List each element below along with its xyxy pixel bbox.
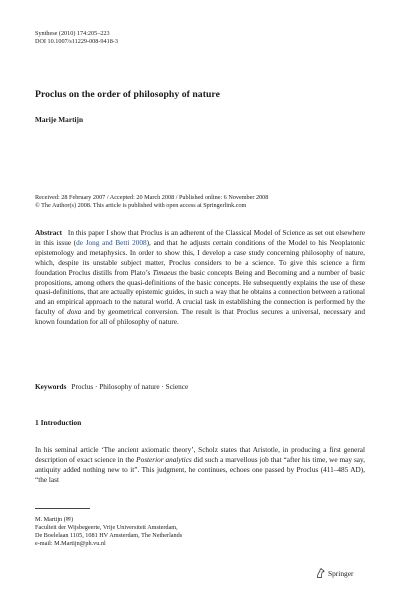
abstract-italic: doxa: [67, 308, 82, 317]
springer-horse-icon: [316, 568, 325, 578]
publisher-logo: [316, 568, 353, 578]
paper-title: Proclus on the order of philosophy of nature: [35, 89, 220, 100]
body-text: [35, 446, 365, 486]
affiliation-email: e-mail: M.Martijn@ph.vu.nl: [35, 539, 106, 547]
abstract-text: the basic concepts Being and Becoming and a number of basic propositions, among others the quasi-definitions of the basic concepts. He subsequently explains the use of these quasi-definitions, that are actually epistemic guides, in such a way that he obtains a connection between a rational and an empirical approach to the natural world. A crucial task in establishing the connection is performed by the faculty of: [35, 268, 365, 317]
journal-header: [35, 30, 118, 47]
abstract-label: Abstract: [35, 229, 62, 237]
section-heading: 1 Introduction: [35, 418, 82, 427]
abstract-italic: Timaeus: [152, 268, 177, 277]
body-paragraph: did such a marvellous job that “after his time, we may say, antiquity added nothing new to it”. This judgment, he continues, echoes one passed by Proclus (411–485 AD), “the last: [35, 455, 365, 484]
abstract-text: In this paper I show that Proclus is an adherent of the Classical Model of Science as set out elsewhere in this issue (: [35, 229, 366, 247]
author-affiliation: [35, 516, 182, 548]
affiliation-name: M. Martijn (✉): [35, 516, 74, 523]
doi: DOI 10.1007/s11229-008-9418-3: [35, 38, 118, 46]
affiliation-faculty: Faculteit der Wijsbegeerte, Vrije Universiteit Amsterdam,: [35, 523, 178, 531]
keywords-label: Keywords: [35, 383, 67, 391]
citation-link[interactable]: de Jong and Betti 2008: [76, 238, 147, 247]
keywords-text: Proclus · Philosophy of nature · Science: [71, 383, 189, 391]
copyright-line: © The Author(s) 2008. This article is published with open access at Springerlink.com: [35, 202, 247, 210]
affiliation-address: De Boelelaan 1105, 1081 HV Amsterdam, The Netherlands: [35, 531, 183, 539]
body-paragraph: In his seminal article ‘The ancient axiomatic theory’, Scholz states that Aristotle, in producing a first general description of exact science in the: [35, 446, 365, 464]
publisher-name: Springer: [328, 568, 354, 578]
abstract: [35, 229, 365, 328]
footnote-divider: [35, 508, 90, 509]
dates-line: Received: 28 February 2007 / Accepted: 20 March 2008 / Published online: 6 November 2008: [35, 194, 269, 201]
body-italic: Posterior analytics: [136, 455, 192, 464]
keywords: [35, 383, 188, 391]
author-name: Marije Martijn: [35, 115, 84, 124]
journal-citation: Synthese (2010) 174:205–223: [35, 30, 110, 37]
abstract-text: ), and that he adjusts certain conditions of the Model to his Neoplatonic epistemology and metaphysics. In order to show this, I develop a case study concerning philosophy of nature, which, despite its unstable subject matter, Proclus considers to be a science. To give this science a firm foundation Proclus distills from Plato’s: [35, 238, 365, 277]
publication-dates: [35, 194, 375, 211]
abstract-text: and by geometrical conversion. The result is that Proclus secures a universal, necessary and known foundation for all of philosophy of nature.: [35, 308, 365, 327]
